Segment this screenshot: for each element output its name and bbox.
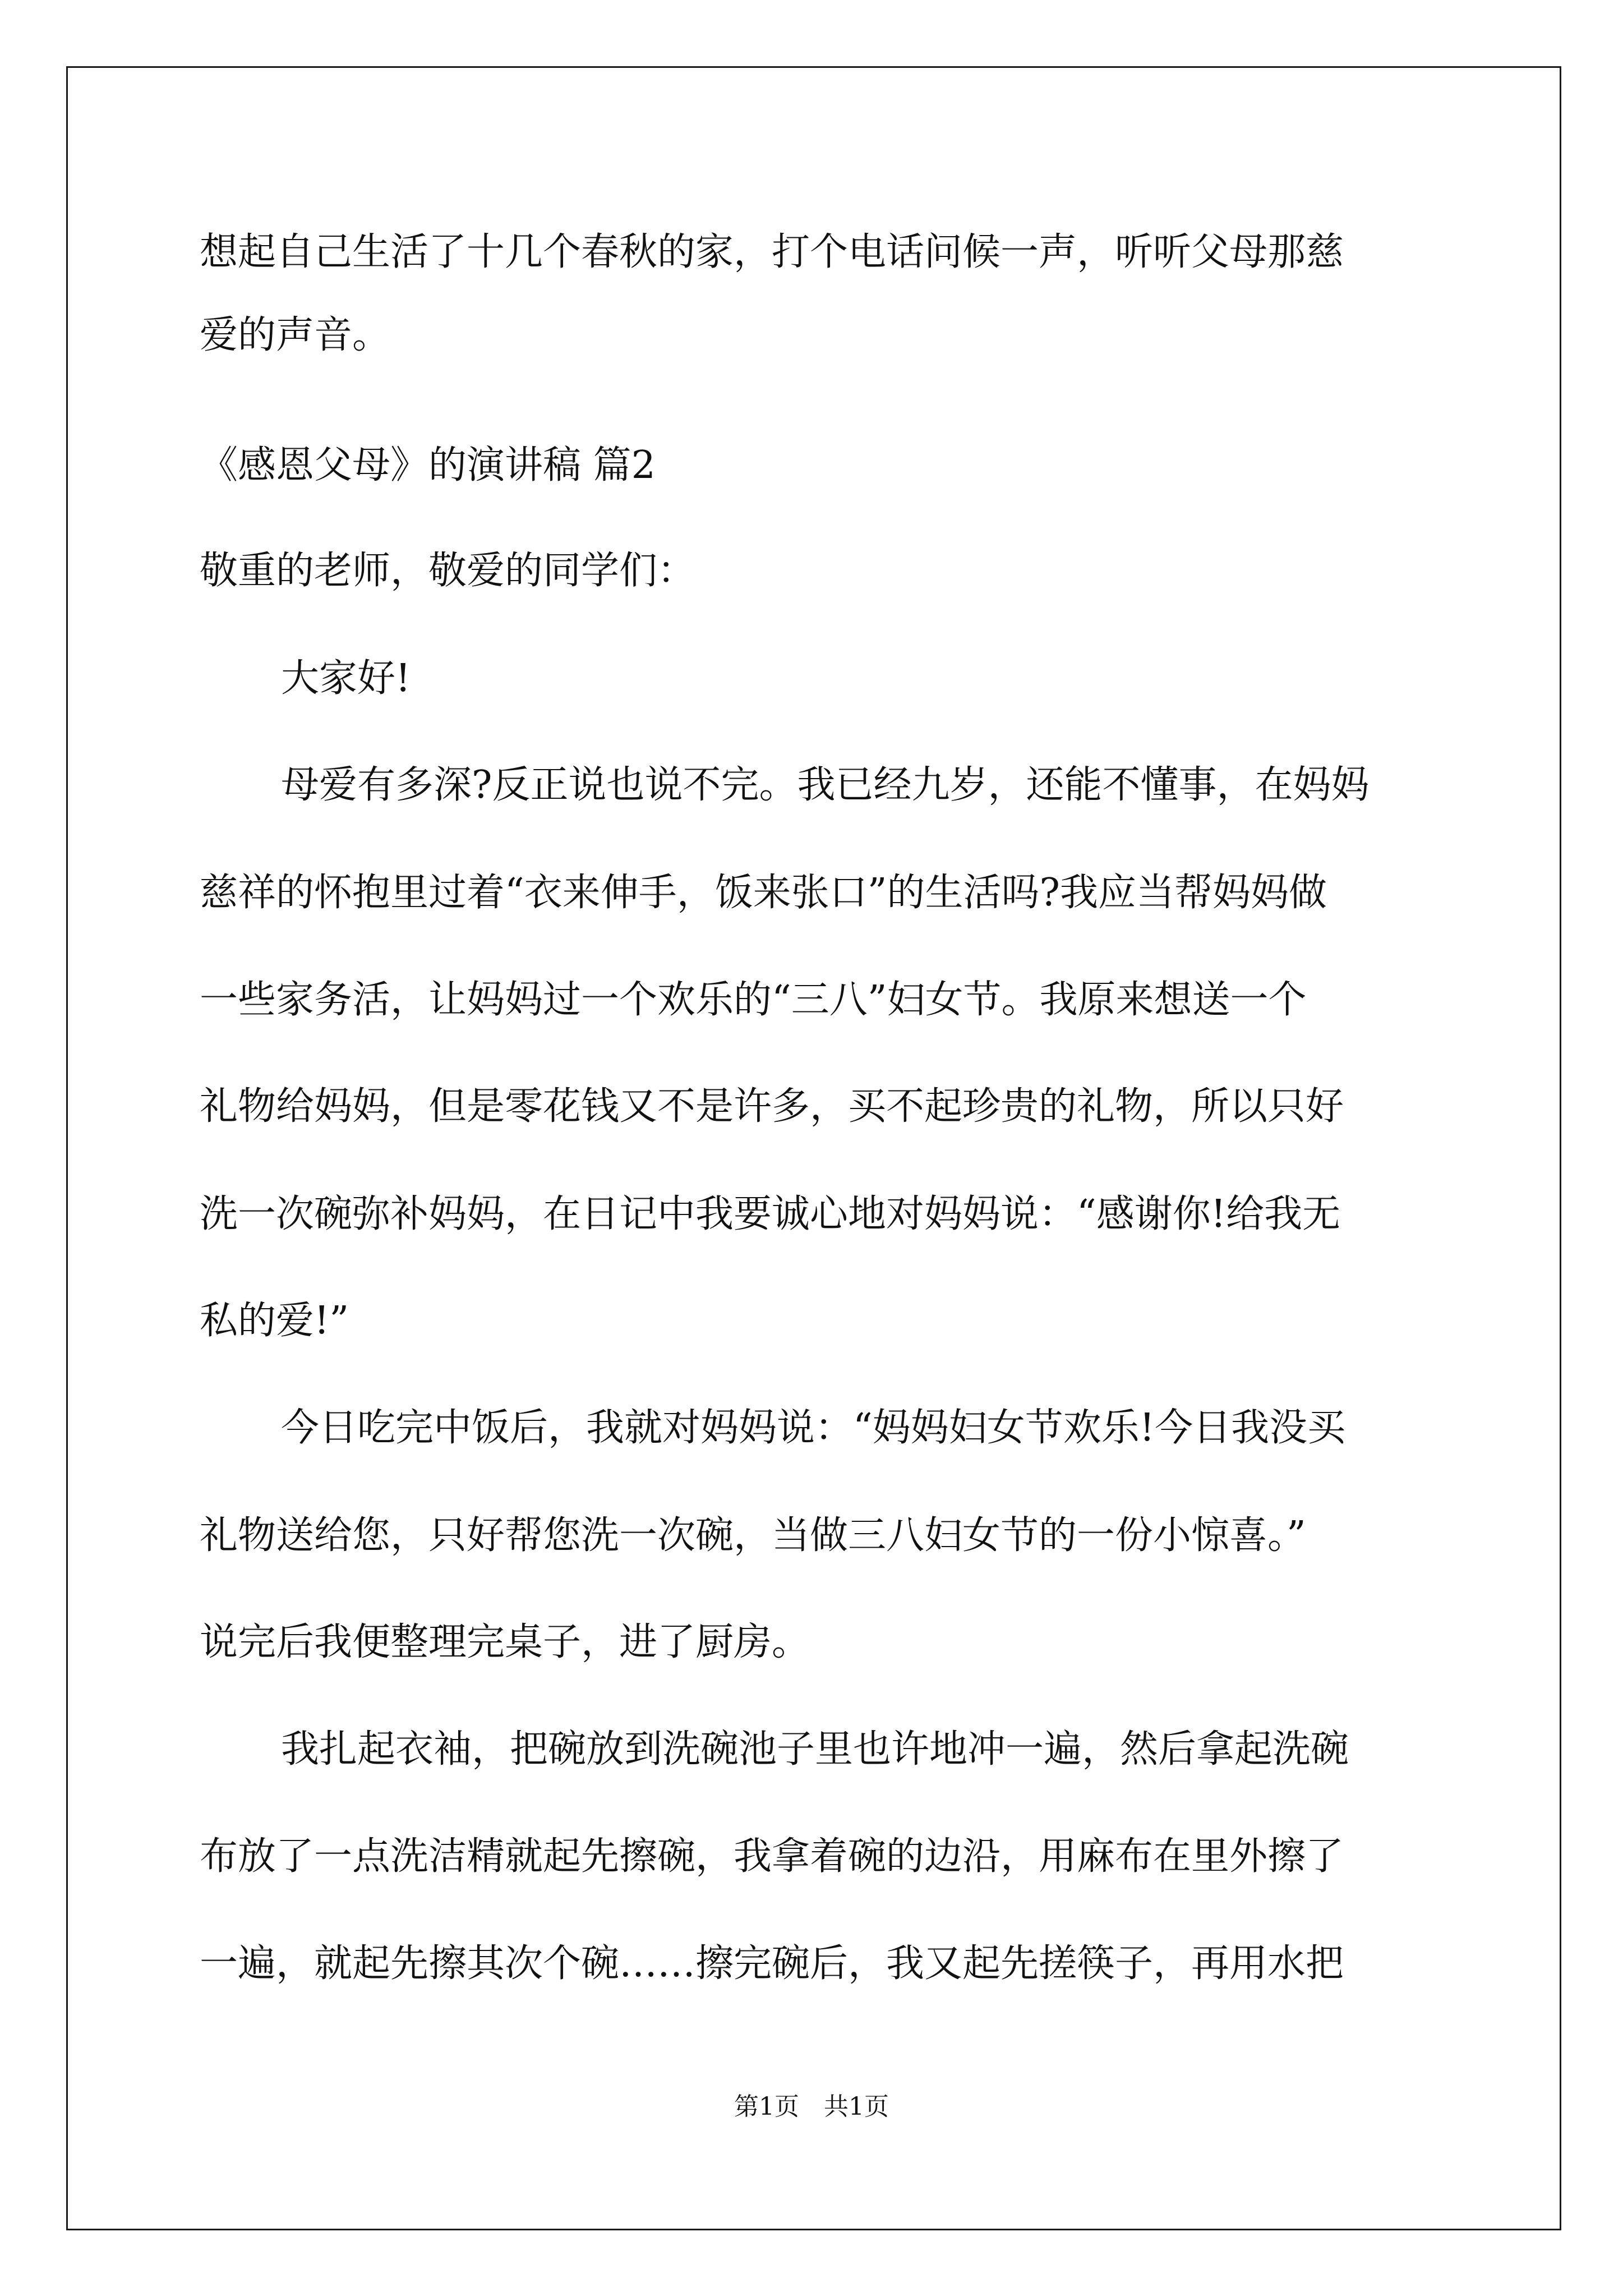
page-border (66, 66, 1561, 2230)
section-heading: 《感恩父母》的演讲稿 篇2 (200, 443, 656, 487)
paragraph-line: 想起自己生活了十几个春秋的家，打个电话问候一声，听听父母那慈 (200, 230, 1344, 274)
paragraph-line: 母爱有多深?反正说也说不完。我已经九岁，还能不懂事，在妈妈 (281, 763, 1370, 807)
paragraph-line: 礼物送给您，只好帮您洗一次碗，当做三八妇女节的一份小惊喜。” (200, 1513, 1306, 1558)
paragraph-line: 布放了一点洗洁精就起先擦碗，我拿着碗的边沿，用麻布在里外擦了 (200, 1834, 1344, 1879)
paragraph-line: 洗一次碗弥补妈妈，在日记中我要诚心地对妈妈说：“感谢你!给我无 (200, 1192, 1341, 1236)
greeting: 大家好! (281, 656, 411, 701)
paragraph-line: 说完后我便整理完桌子，进了厨房。 (200, 1620, 810, 1664)
paragraph-line: 一遍，就起先擦其次个碗……擦完碗后，我又起先搓筷子，再用水把 (200, 1941, 1344, 1986)
paragraph-line: 今日吃完中饭后，我就对妈妈说：“妈妈妇女节欢乐!今日我没买 (281, 1406, 1346, 1450)
paragraph-line: 礼物给妈妈，但是零花钱又不是许多，买不起珍贵的礼物，所以只好 (200, 1084, 1344, 1129)
paragraph-line: 爱的声音。 (200, 313, 391, 357)
paragraph-line: 我扎起衣袖，把碗放到洗碗池子里也许地冲一遍，然后拿起洗碗 (281, 1727, 1349, 1772)
salutation: 敬重的老师，敬爱的同学们： (200, 549, 696, 593)
paragraph-line: 慈祥的怀抱里过着“衣来伸手，饭来张口”的生活吗?我应当帮妈妈做 (200, 871, 1327, 915)
paragraph-line: 一些家务活，让妈妈过一个欢乐的“三八”妇女节。我原来想送一个 (200, 978, 1307, 1022)
paragraph-line: 私的爱!” (200, 1299, 349, 1343)
page-number: 第1页 共1页 (734, 2092, 889, 2121)
